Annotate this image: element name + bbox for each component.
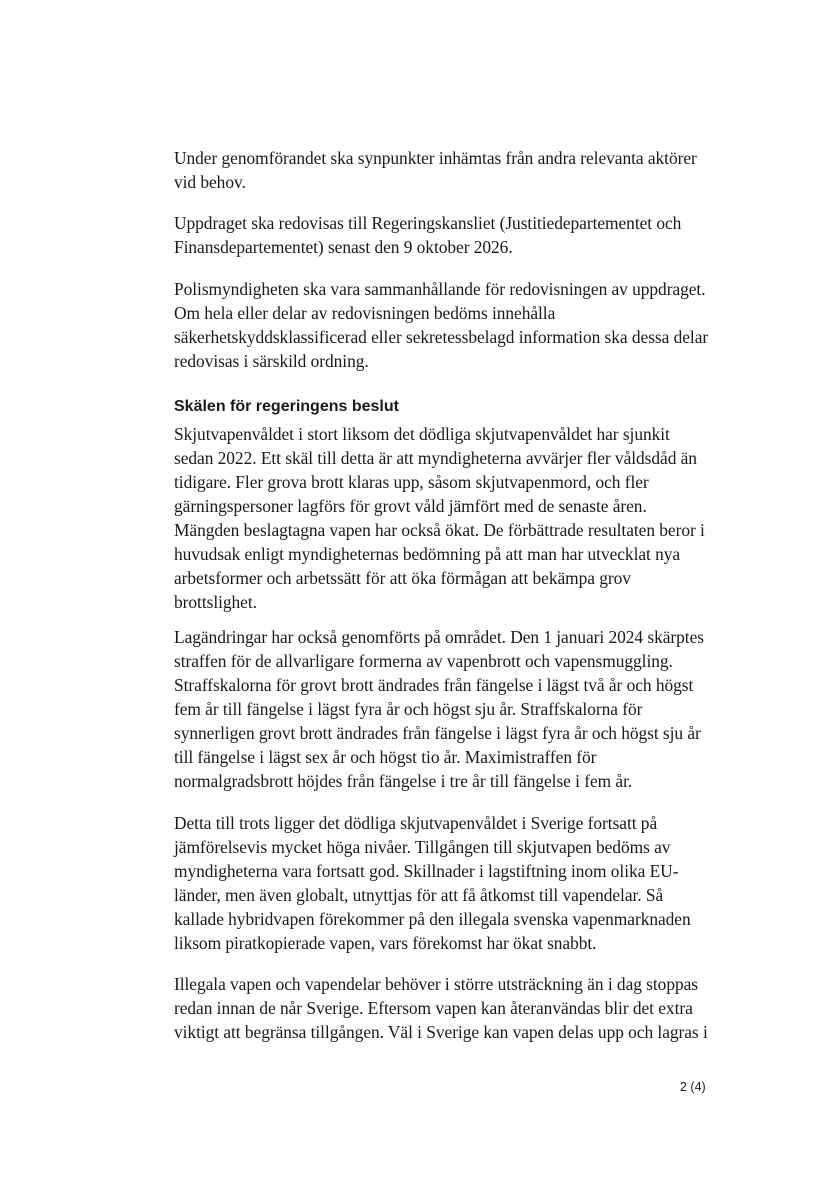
section-heading: Skälen för regeringens beslut	[174, 398, 399, 415]
text-line: viktigt att begränsa tillgången. Väl i Sverige kan vapen delas upp och lagras i	[174, 1022, 708, 1042]
text-line: Finansdepartementet) senast den 9 oktober 2026.	[174, 237, 513, 257]
text-line: Straffskalorna för grovt brott ändrades från fängelse i lägst två år och högst	[174, 675, 694, 695]
page-number: 2 (4)	[680, 1080, 706, 1094]
text-line: Uppdraget ska redovisas till Regeringskansliet (Justitiedepartementet och	[174, 213, 682, 233]
text-line: till fängelse i lägst sex år och högst tio år. Maximistraffen för	[174, 747, 597, 767]
text-line: myndigheterna vara fortsatt god. Skillnader i lagstiftning inom olika EU-	[174, 861, 679, 881]
text-line: normalgradsbrott höjdes från fängelse i tre år till fängelse i fem år.	[174, 771, 633, 791]
text-line: sedan 2022. Ett skäl till detta är att myndigheterna avvärjer fler våldsdåd än	[174, 448, 697, 468]
text-line: jämförelsevis mycket höga nivåer. Tillgången till skjutvapen bedöms av	[174, 837, 671, 857]
text-line: Skjutvapenvåldet i stort liksom det dödliga skjutvapenvåldet har sjunkit	[174, 424, 670, 444]
text-line: Polismyndigheten ska vara sammanhållande för redovisningen av uppdraget.	[174, 279, 706, 299]
text-line: brottslighet.	[174, 592, 257, 612]
text-line: länder, men även globalt, utnyttjas för att få åtkomst till vapendelar. Så	[174, 885, 664, 905]
text-line: redan innan de når Sverige. Eftersom vapen kan återanvändas blir det extra	[174, 998, 693, 1018]
text-line: Under genomförandet ska synpunkter inhämtas från andra relevanta aktörer	[174, 148, 697, 168]
text-line: redovisas i särskild ordning.	[174, 351, 369, 371]
text-line: gärningspersoner lagförs för grovt våld jämfört med de senaste åren.	[174, 496, 647, 516]
text-line: kallade hybridvapen förekommer på den illegala svenska vapenmarknaden	[174, 909, 691, 929]
text-line: Mängden beslagtagna vapen har också ökat. De förbättrade resultaten beror i	[174, 520, 705, 540]
text-line: huvudsak enligt myndigheternas bedömning på att man har utvecklat nya	[174, 544, 681, 564]
text-line: liksom piratkopierade vapen, vars förekomst har ökat snabbt.	[174, 933, 597, 953]
text-line: Illegala vapen och vapendelar behöver i större utsträckning än i dag stoppas	[174, 974, 699, 994]
text-line: synnerligen grovt brott ändrades från fängelse i lägst fyra år och högst sju år	[174, 723, 701, 743]
text-line: Om hela eller delar av redovisningen bedöms innehålla	[174, 303, 556, 323]
text-line: vid behov.	[174, 172, 246, 192]
text-line: säkerhetskyddsklassificerad eller sekretessbelagd information ska dessa delar	[174, 327, 709, 347]
text-line: straffen för de allvarligare formerna av vapenbrott och vapensmuggling.	[174, 651, 673, 671]
text-line: tidigare. Fler grova brott klaras upp, såsom skjutvapenmord, och fler	[174, 472, 649, 492]
text-line: Lagändringar har också genomförts på området. Den 1 januari 2024 skärptes	[174, 627, 704, 647]
text-line: arbetsformer och arbetssätt för att öka förmågan att bekämpa grov	[174, 568, 631, 588]
text-line: fem år till fängelse i lägst fyra år och högst sju år. Straffskalorna för	[174, 699, 643, 719]
text-line: Detta till trots ligger det dödliga skjutvapenvåldet i Sverige fortsatt på	[174, 813, 658, 833]
